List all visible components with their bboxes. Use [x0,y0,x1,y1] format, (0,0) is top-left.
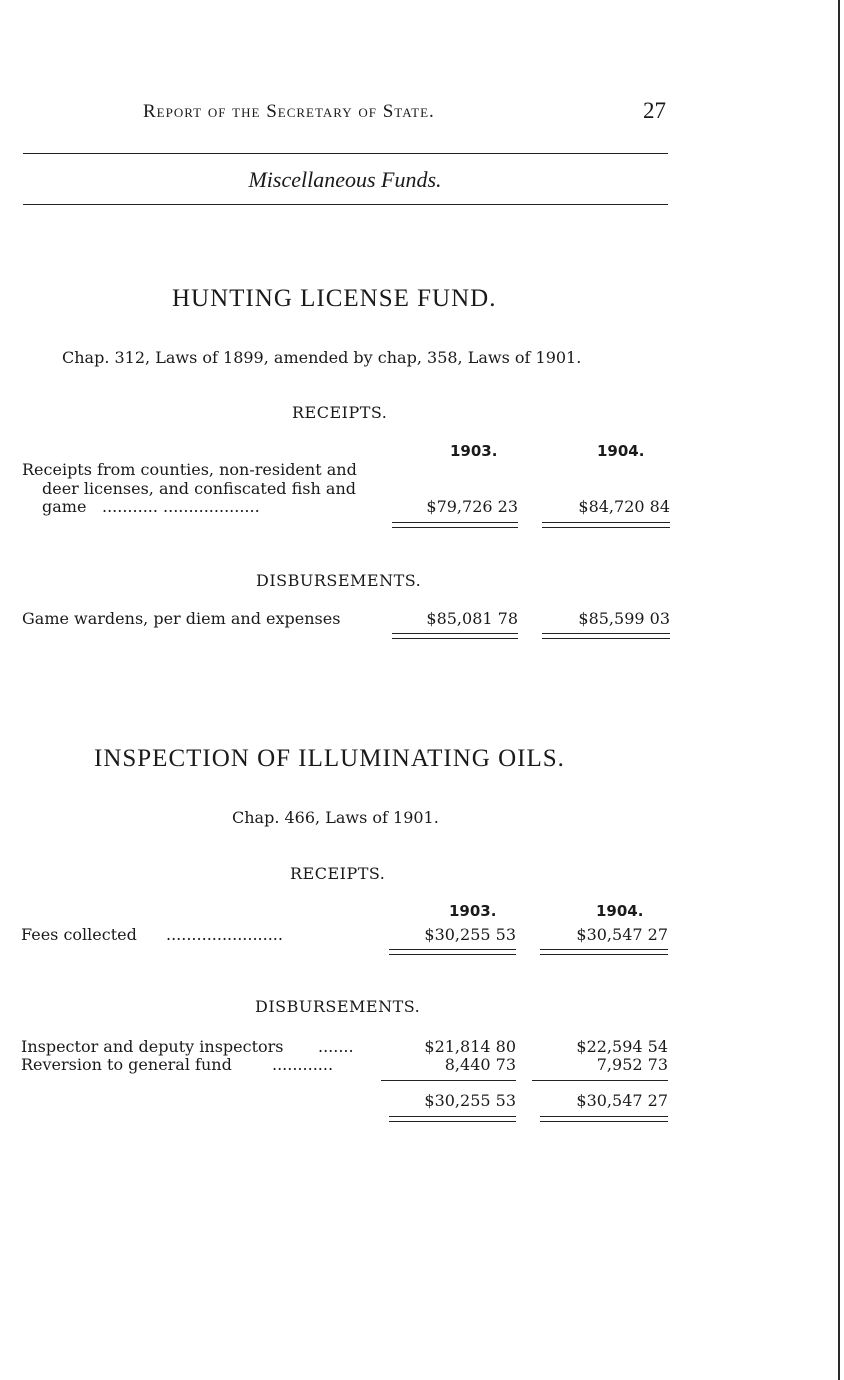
hunting-receipts-line-2: deer licenses, and confiscated fish and [42,479,356,498]
oils-reversion-1903: 8,440 73 [444,1055,516,1074]
oils-total-1903: $30,255 53 [424,1091,516,1110]
oils-reversion-1904: 7,952 73 [596,1055,668,1074]
oils-year-1903: 1903. [449,902,497,920]
oils-year-1904: 1904. [596,902,644,920]
oils-title: INSPECTION OF ILLUMINATING OILS. [94,745,565,772]
hunting-title: HUNTING LICENSE FUND. [172,285,497,312]
header-rule-top [23,153,668,154]
hunting-receipts-line-3: game [42,497,87,516]
oils-inspector-1904: $22,594 54 [576,1037,668,1056]
oils-inspector-1903: $21,814 80 [424,1037,516,1056]
oils-inspector-leader: ....... [318,1037,354,1056]
hunting-authority: Chap. 312, Laws of 1899, amended by chap, 358, Laws of 1901. [62,348,582,367]
page-edge [838,0,840,1380]
oils-fees-1903: $30,255 53 [424,925,516,944]
oils-reversion-leader: ............ [272,1055,334,1074]
oils-total-1904-rule [532,1080,668,1081]
hunting-disb-1903-double-rule [392,633,518,639]
oils-total-1904: $30,547 27 [576,1091,668,1110]
oils-fees-1904-double-rule [540,949,668,955]
hunting-year-1904: 1904. [597,442,645,460]
page-number: 27 [643,98,666,123]
hunting-disb-label: Game wardens, per diem and expenses [22,609,341,628]
oils-disbursements-heading: DISBURSEMENTS. [255,997,421,1016]
hunting-year-1903: 1903. [450,442,498,460]
oils-total-1904-double-rule [540,1116,668,1122]
hunting-disb-1904: $85,599 03 [578,609,670,628]
oils-fees-leader: ....................... [166,925,283,944]
hunting-receipts-1903: $79,726 23 [426,497,518,516]
oils-reversion-label: Reversion to general fund [21,1055,232,1074]
hunting-disb-1903: $85,081 78 [426,609,518,628]
oils-inspector-label: Inspector and deputy inspectors [21,1037,284,1056]
section-subtitle: Miscellaneous Funds. [248,167,442,192]
oils-fees-1903-double-rule [389,949,516,955]
oils-total-1903-rule [381,1080,516,1081]
hunting-disbursements-heading: DISBURSEMENTS. [256,571,422,590]
running-head: Report of the Secretary of State. [143,101,435,122]
hunting-receipts-1903-double-rule [392,522,518,528]
oils-authority: Chap. 466, Laws of 1901. [232,808,439,827]
oils-receipts-heading: RECEIPTS. [290,864,386,883]
hunting-receipts-1904-double-rule [542,522,670,528]
oils-fees-label: Fees collected [21,925,137,944]
hunting-disb-1904-double-rule [542,633,670,639]
header-rule-bottom [23,204,668,205]
hunting-receipts-line-1: Receipts from counties, non-resident and [22,460,357,479]
hunting-receipts-leader: ........... ................... [102,497,260,516]
hunting-receipts-heading: RECEIPTS. [292,403,388,422]
hunting-receipts-1904: $84,720 84 [578,497,670,516]
oils-total-1903-double-rule [389,1116,516,1122]
oils-fees-1904: $30,547 27 [576,925,668,944]
